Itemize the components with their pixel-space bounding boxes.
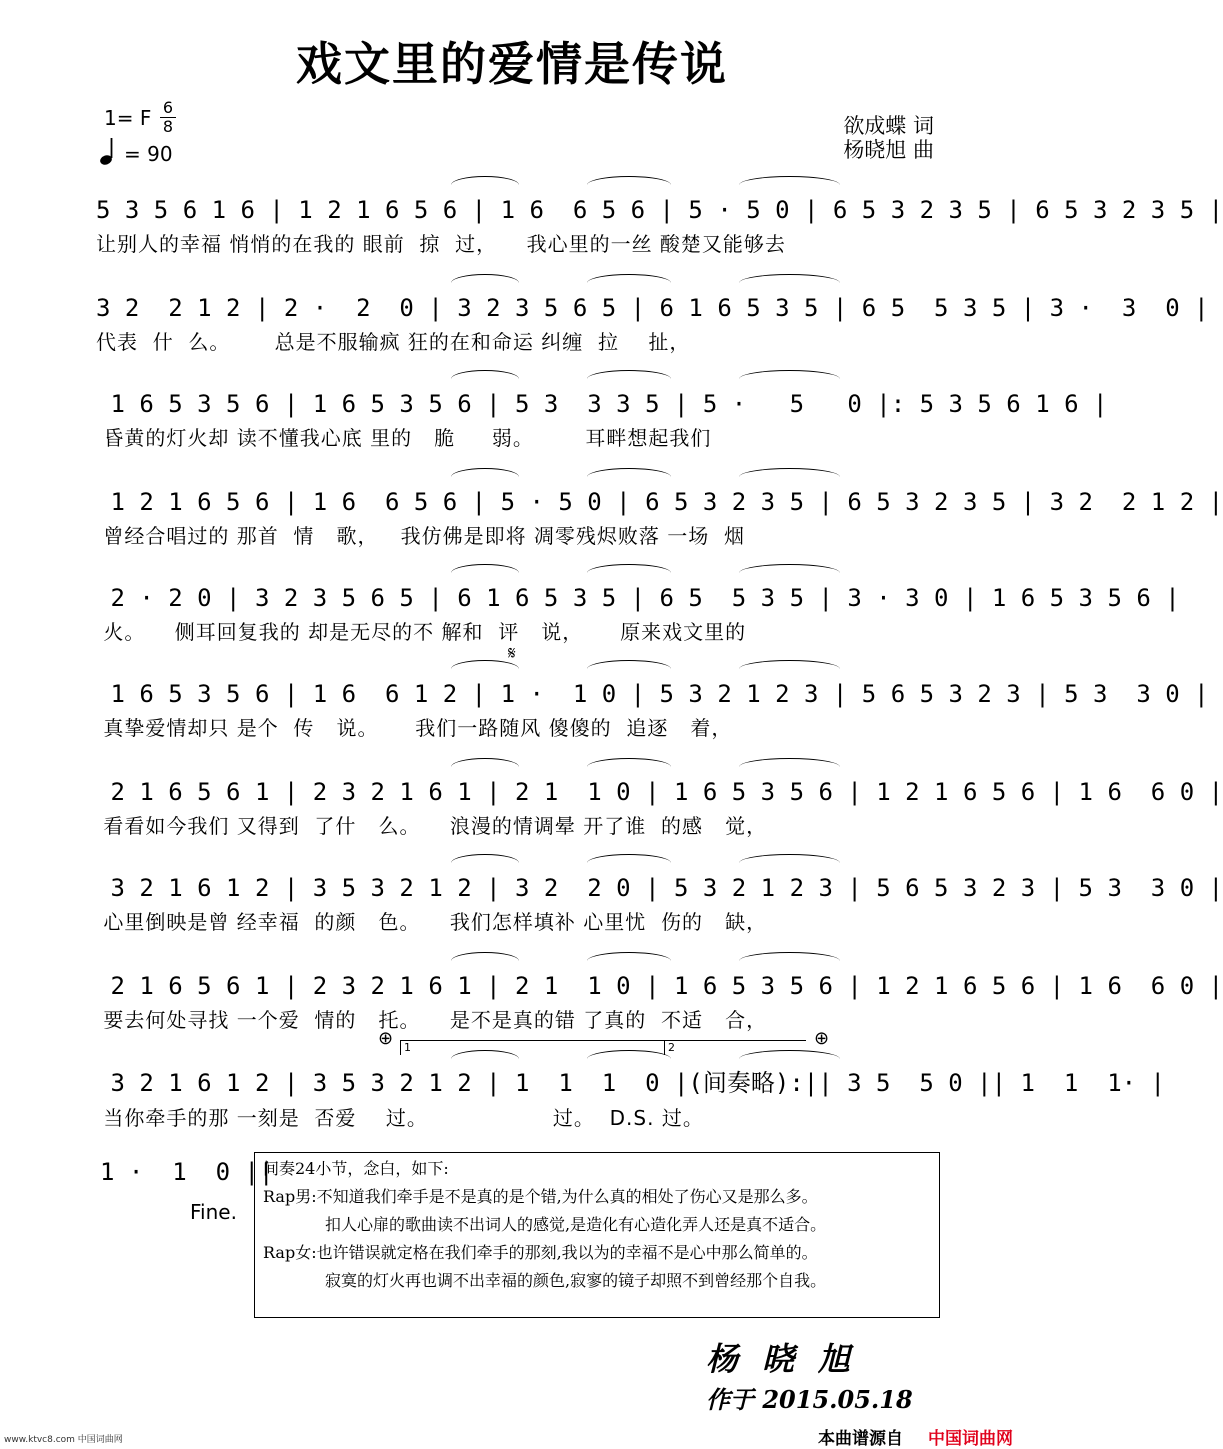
notation-line: 2 · 2 0 | 3 2 3 5 6 5 | 6 1 6 5 3 5 | 6 5 5 3 5 | 3 · 3 0 | 1 6 5 3 5 6 |: [96, 584, 1180, 612]
slur-mark: [451, 468, 519, 477]
notation-line: 5 3 5 6 1 6 | 1 2 1 6 5 6 | 1 6 6 5 6 | 5 · 5 0 | 6 5 3 2 3 5 | 6 5 3 2 3 5 |: [96, 196, 1223, 224]
slur-mark: [451, 758, 519, 767]
footer-brand-logo: 中国词曲网: [928, 1429, 1013, 1449]
slur-mark: [587, 176, 672, 185]
score-row: [0, 1058, 1165, 1148]
slur-mark: [587, 758, 672, 767]
first-ending-bracket: 1: [400, 1040, 666, 1055]
notation-line: 2 1 6 5 6 1 | 2 3 2 1 6 1 | 2 1 1 0 | 1 6 5 3 5 6 | 1 2 1 6 5 6 | 1 6 6 0 |: [96, 972, 1223, 1000]
rap-male-label: Rap男:: [263, 1187, 317, 1206]
slur-mark: [451, 176, 519, 185]
slur-mark: [739, 952, 841, 961]
lyric-line: 曾经合唱过的 那首 情 歌， 我仿佛是即将 凋零残烬败落 一场 烟: [96, 524, 746, 548]
score-row: [0, 960, 1223, 1050]
rap-lyrics-box: [254, 1152, 940, 1318]
score-row: [0, 378, 1108, 468]
fine-marking: Fine.: [190, 1200, 237, 1224]
lyric-line: 让别人的幸福 悄悄的在我的 眼前 掠 过， 我心里的一丝 酸楚又能够去: [96, 232, 786, 256]
final-measure: 1 · 1 0 ||: [100, 1158, 274, 1186]
lyric-line: 心里倒映是曾 经幸福 的颜 色。 我们怎样填补 心里忧 伤的 缺，: [96, 910, 768, 934]
rap-intro: 间奏24小节，念白，如下:: [263, 1159, 449, 1178]
coda-icon: ⊕: [378, 1028, 394, 1049]
score-row: [0, 766, 1223, 856]
key-signature: 1= F: [104, 106, 152, 130]
notation-line: 3 2 2 1 2 | 2 · 2 0 | 3 2 3 5 6 5 | 6 1 6 5 3 5 | 6 5 5 3 5 | 3 · 3 0 |: [96, 294, 1209, 322]
notation-line: 1 2 1 6 5 6 | 1 6 6 5 6 | 5 · 5 0 | 6 5 3 2 3 5 | 6 5 3 2 3 5 | 3 2 2 1 2 |: [96, 488, 1223, 516]
score-row: [0, 476, 1223, 566]
lyric-line: 火。 侧耳回复我的 却是无尽的不 解和 评 说， 原来戏文里的: [96, 620, 747, 644]
rap-male-line-2: 扣人心扉的歌曲读不出词人的感觉,是造化有心造化弄人还是真不适合。: [325, 1215, 827, 1234]
tempo-marking: = 90: [124, 142, 173, 166]
rap-male-line-1: Rap男:不知道我们牵手是不是真的是个错,为什么真的相处了伤心又是那么多。: [263, 1187, 818, 1206]
lyric-line: 要去何处寻找 一个爱 情的 托。 是不是真的错 了真的 不适 合，: [96, 1008, 768, 1032]
lyric-line: 看看如今我们 又得到 了什 么。 浪漫的情调晕 开了谁 的感 觉，: [96, 814, 768, 838]
slur-mark: [451, 952, 519, 961]
slur-mark: [739, 176, 841, 185]
author-signature: 杨晓旭: [706, 1340, 875, 1378]
score-row: [0, 668, 1209, 758]
page-title: 戏文里的爱情是传说: [296, 37, 728, 91]
composer-credit: 杨晓旭 曲: [843, 138, 934, 162]
slur-mark: [739, 274, 841, 283]
score-row: [0, 862, 1223, 952]
notation-line: 1 6 5 3 5 6 | 1 6 5 3 5 6 | 5 3 3 3 5 | 5 · 5 0 |: 5 3 5 6 1 6 |: [96, 390, 1108, 418]
lyricist-credit: 欲成蝶 词: [843, 114, 934, 138]
lyric-line: 代表 什 么。 总是不服输疯 狂的在和命运 纠缠 拉 扯，: [96, 330, 691, 354]
lyric-line: 昏黄的灯火却 读不懂我心底 里的 脆 弱。 耳畔想起我们: [96, 426, 712, 450]
notation-line: 1 6 5 3 5 6 | 1 6 6 1 2 | 1 · 1 0 | 5 3 2 1 2 3 | 5 6 5 3 2 3 | 5 3 3 0 |: [96, 680, 1209, 708]
segno-icon: 𝄋: [508, 643, 516, 664]
time-sig-numerator: 6: [162, 98, 174, 117]
time-signature: [160, 100, 176, 135]
score-row: [0, 184, 1223, 274]
quarter-note-icon: [98, 136, 118, 166]
footer-source-label: 本曲谱源自: [818, 1429, 903, 1449]
composition-date: 作于 2015.05.18: [706, 1385, 913, 1414]
notation-line: 3 2 1 6 1 2 | 3 5 3 2 1 2 | 3 2 2 0 | 5 3 2 1 2 3 | 5 6 5 3 2 3 | 5 3 3 0 |: [96, 874, 1223, 902]
coda-icon-2: ⊕: [814, 1028, 830, 1049]
rap-female-line-1: Rap女:也许错误就定格在我们牵手的那刻,我以为的幸福不是心中那么简单的。: [263, 1243, 818, 1262]
notation-line: 2 1 6 5 6 1 | 2 3 2 1 6 1 | 2 1 1 0 | 1 6 5 3 5 6 | 1 2 1 6 5 6 | 1 6 6 0 |: [96, 778, 1223, 806]
slur-mark: [587, 468, 672, 477]
rap-female-line-2: 寂寞的灯火再也调不出幸福的颜色,寂寥的镜子却照不到曾经那个自我。: [325, 1271, 827, 1290]
footer-url: www.ktvc8.com 中国词曲网: [4, 1435, 123, 1445]
time-sig-denominator: 8: [162, 117, 174, 136]
lyric-line: 真挚爱情却只 是个 传 说。 我们一路随风 傻傻的 追逐 着，: [96, 716, 733, 740]
rap-female-label: Rap女:: [263, 1243, 317, 1262]
slur-mark: [587, 274, 672, 283]
slur-mark: [451, 274, 519, 283]
slur-mark: [739, 468, 841, 477]
notation-line: 3 2 1 6 1 2 | 3 5 3 2 1 2 | 1 1 1 0 |(间奏略):|| 3 5 5 0 || 1 1 1· |: [96, 1069, 1165, 1097]
lyric-line: 当你牵手的那 一刻是 否爱 过。 过。 D.S. 过。: [96, 1106, 704, 1130]
second-ending-bracket: 2: [664, 1040, 806, 1055]
slur-mark: [739, 758, 841, 767]
slur-mark: [587, 952, 672, 961]
score-row: [0, 282, 1209, 372]
